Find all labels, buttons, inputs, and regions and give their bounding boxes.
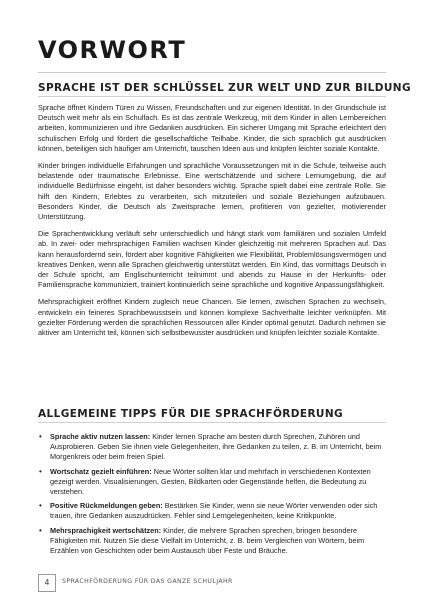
tip-label: Mehrsprachigkeit wertschätzen: (50, 525, 162, 535)
paragraph: Mehrsprachigkeit eröffnet Kindern zugleich neue Chancen. Sie lernen, zwischen Sprachen zu wechseln, entwickeln ein feineres Sprachbewusstsein und können komplexe Sachverhalte leichter verknüpfen. Mit gezielter Förderung werden die sprachlichen Ressourcen aller Kinder optimal genutzt. Dadurch nehmen sie aktiver am Unterricht teil, können sich selbstbewusster ausdrücken und knüpfen leichter soziale Kontakte. (38, 297, 386, 338)
page-title: VORWORT (38, 36, 187, 64)
section-heading-tips: ALLGEMEINE TIPPS FÜR DIE SPRACHFÖRDERUNG (38, 408, 344, 420)
tip-text: Kinder lernen Sprache am besten durch Sprechen, Zuhören und Ausprobieren. Geben Sie ihnen viele Gelegenheiten, ihre Gedanken zu teilen, z. B. im Unterricht, beim Morgenkreis oder beim freien Spiel. (50, 432, 382, 462)
paragraph: Kinder bringen individuelle Erfahrungen und sprachliche Voraussetzungen mit in die Schule, teilweise auch belastende oder traumatische Erlebnisse. Eine wertschätzende und sichere Lernumgebung, die auf individuelle Bedürfnisse eingeht, ist daher besonders wichtig. Sprache spielt dabei eine zentrale Rolle. Sie hilft den Kindern, Erlebtes zu verarbeiten, sich mitzuteilen und soziale Beziehungen aufzubauen. Besonders Kinder, die Deutsch als Zweitsprache lernen, profitieren von gezielter, motivierender Unterstützung. (38, 161, 386, 222)
tip-label: Wortschatz gezielt einführen: (50, 466, 152, 476)
tip-label: Sprache aktiv nutzen lassen: (50, 432, 151, 441)
running-title: SPRACHFÖRDERUNG FÜR DAS GANZE SCHULJAHR (62, 578, 233, 585)
title-divider (38, 72, 386, 73)
bullet-icon: • (39, 501, 42, 511)
list-item (38, 467, 386, 498)
paragraph: Sprache öffnet Kindern Türen zu Wissen, Freundschaften und zur eigenen Identität. In der Grundschule ist Deutsch weit mehr als ein Schulfach. Es ist das zentrale Werkzeug, mit dem Kinder in allen Lernbereichen arbeiten, kommunizieren und ihre Gedanken ausdrücken. Ein sicherer Umgang mit Sprache erleichtert den schulischen Erfolg und fördert die gesellschaftliche Teilhabe. Kinder, die sich sprachlich gut ausdrücken können, beteiligen sich häufiger am Unterricht, tauschen Ideen aus und knüpfen leichter soziale Kontakte. (38, 103, 386, 153)
tip-text: Bestärken Sie Kinder, wenn sie neue Wörter verwenden oder sich trauen, ihre Gedanken auszudrücken. Fehler sind Lerngelegenheiten, keine Kritikpunkte. (50, 501, 378, 521)
section-divider (38, 96, 386, 97)
bullet-icon: • (39, 525, 42, 535)
body-text (38, 103, 386, 345)
page-footer (38, 574, 386, 592)
section-divider (38, 422, 386, 423)
tip-text: Kinder, die mehrere Sprachen sprechen, bringen besondere Fähigkeiten mit. Nutzen Sie diese Vielfalt im Unterricht, z. B. beim Vergleichen von Wörtern, beim Erzählen von Geschichten oder beim Austausch über Feste und Bräuche. (50, 525, 365, 556)
list-item (38, 526, 386, 557)
bullet-icon: • (39, 432, 42, 441)
list-item (38, 501, 386, 521)
bullet-icon: • (39, 466, 42, 476)
section-heading-language-key: SPRACHE IST DER SCHLÜSSEL ZUR WELT UND ZUR BILDUNG (38, 82, 411, 94)
paragraph: Die Sprachentwicklung verläuft sehr unterschiedlich und hängt stark vom familiären und sozialen Umfeld ab. In zwei- oder mehrsprachigen Familien wachsen Kinder gleichzeitig mit mehreren Sprachen auf. Das kann herausfordernd sein, fördert aber kognitive Fähigkeiten wie Flexibilität, Problemlösungsvermögen und kreatives Denken, wenn alle Sprachen gleichwertig unterstützt werden. Ein Kind, das vormittags Deutsch in der Schule spricht, am Englischunterricht teilnimmt und abends zu Hause in der Herkunfts- oder Familiensprache kommuniziert, trainiert kontinuierlich seine sprachliche und kognitive Anpassungsfähigkeit. (38, 229, 386, 290)
page-number: 4 (38, 574, 56, 592)
tip-text: Neue Wörter sollten klar und mehrfach in verschiedenen Kontexten gezeigt werden. Visualisierungen, Gesten, Bildkarten oder Gegenstände helfen, die Bedeutung zu verstehen. (50, 466, 371, 497)
list-item (38, 432, 386, 463)
tips-list (38, 432, 386, 560)
tip-label: Positive Rückmeldungen geben: (50, 501, 163, 511)
